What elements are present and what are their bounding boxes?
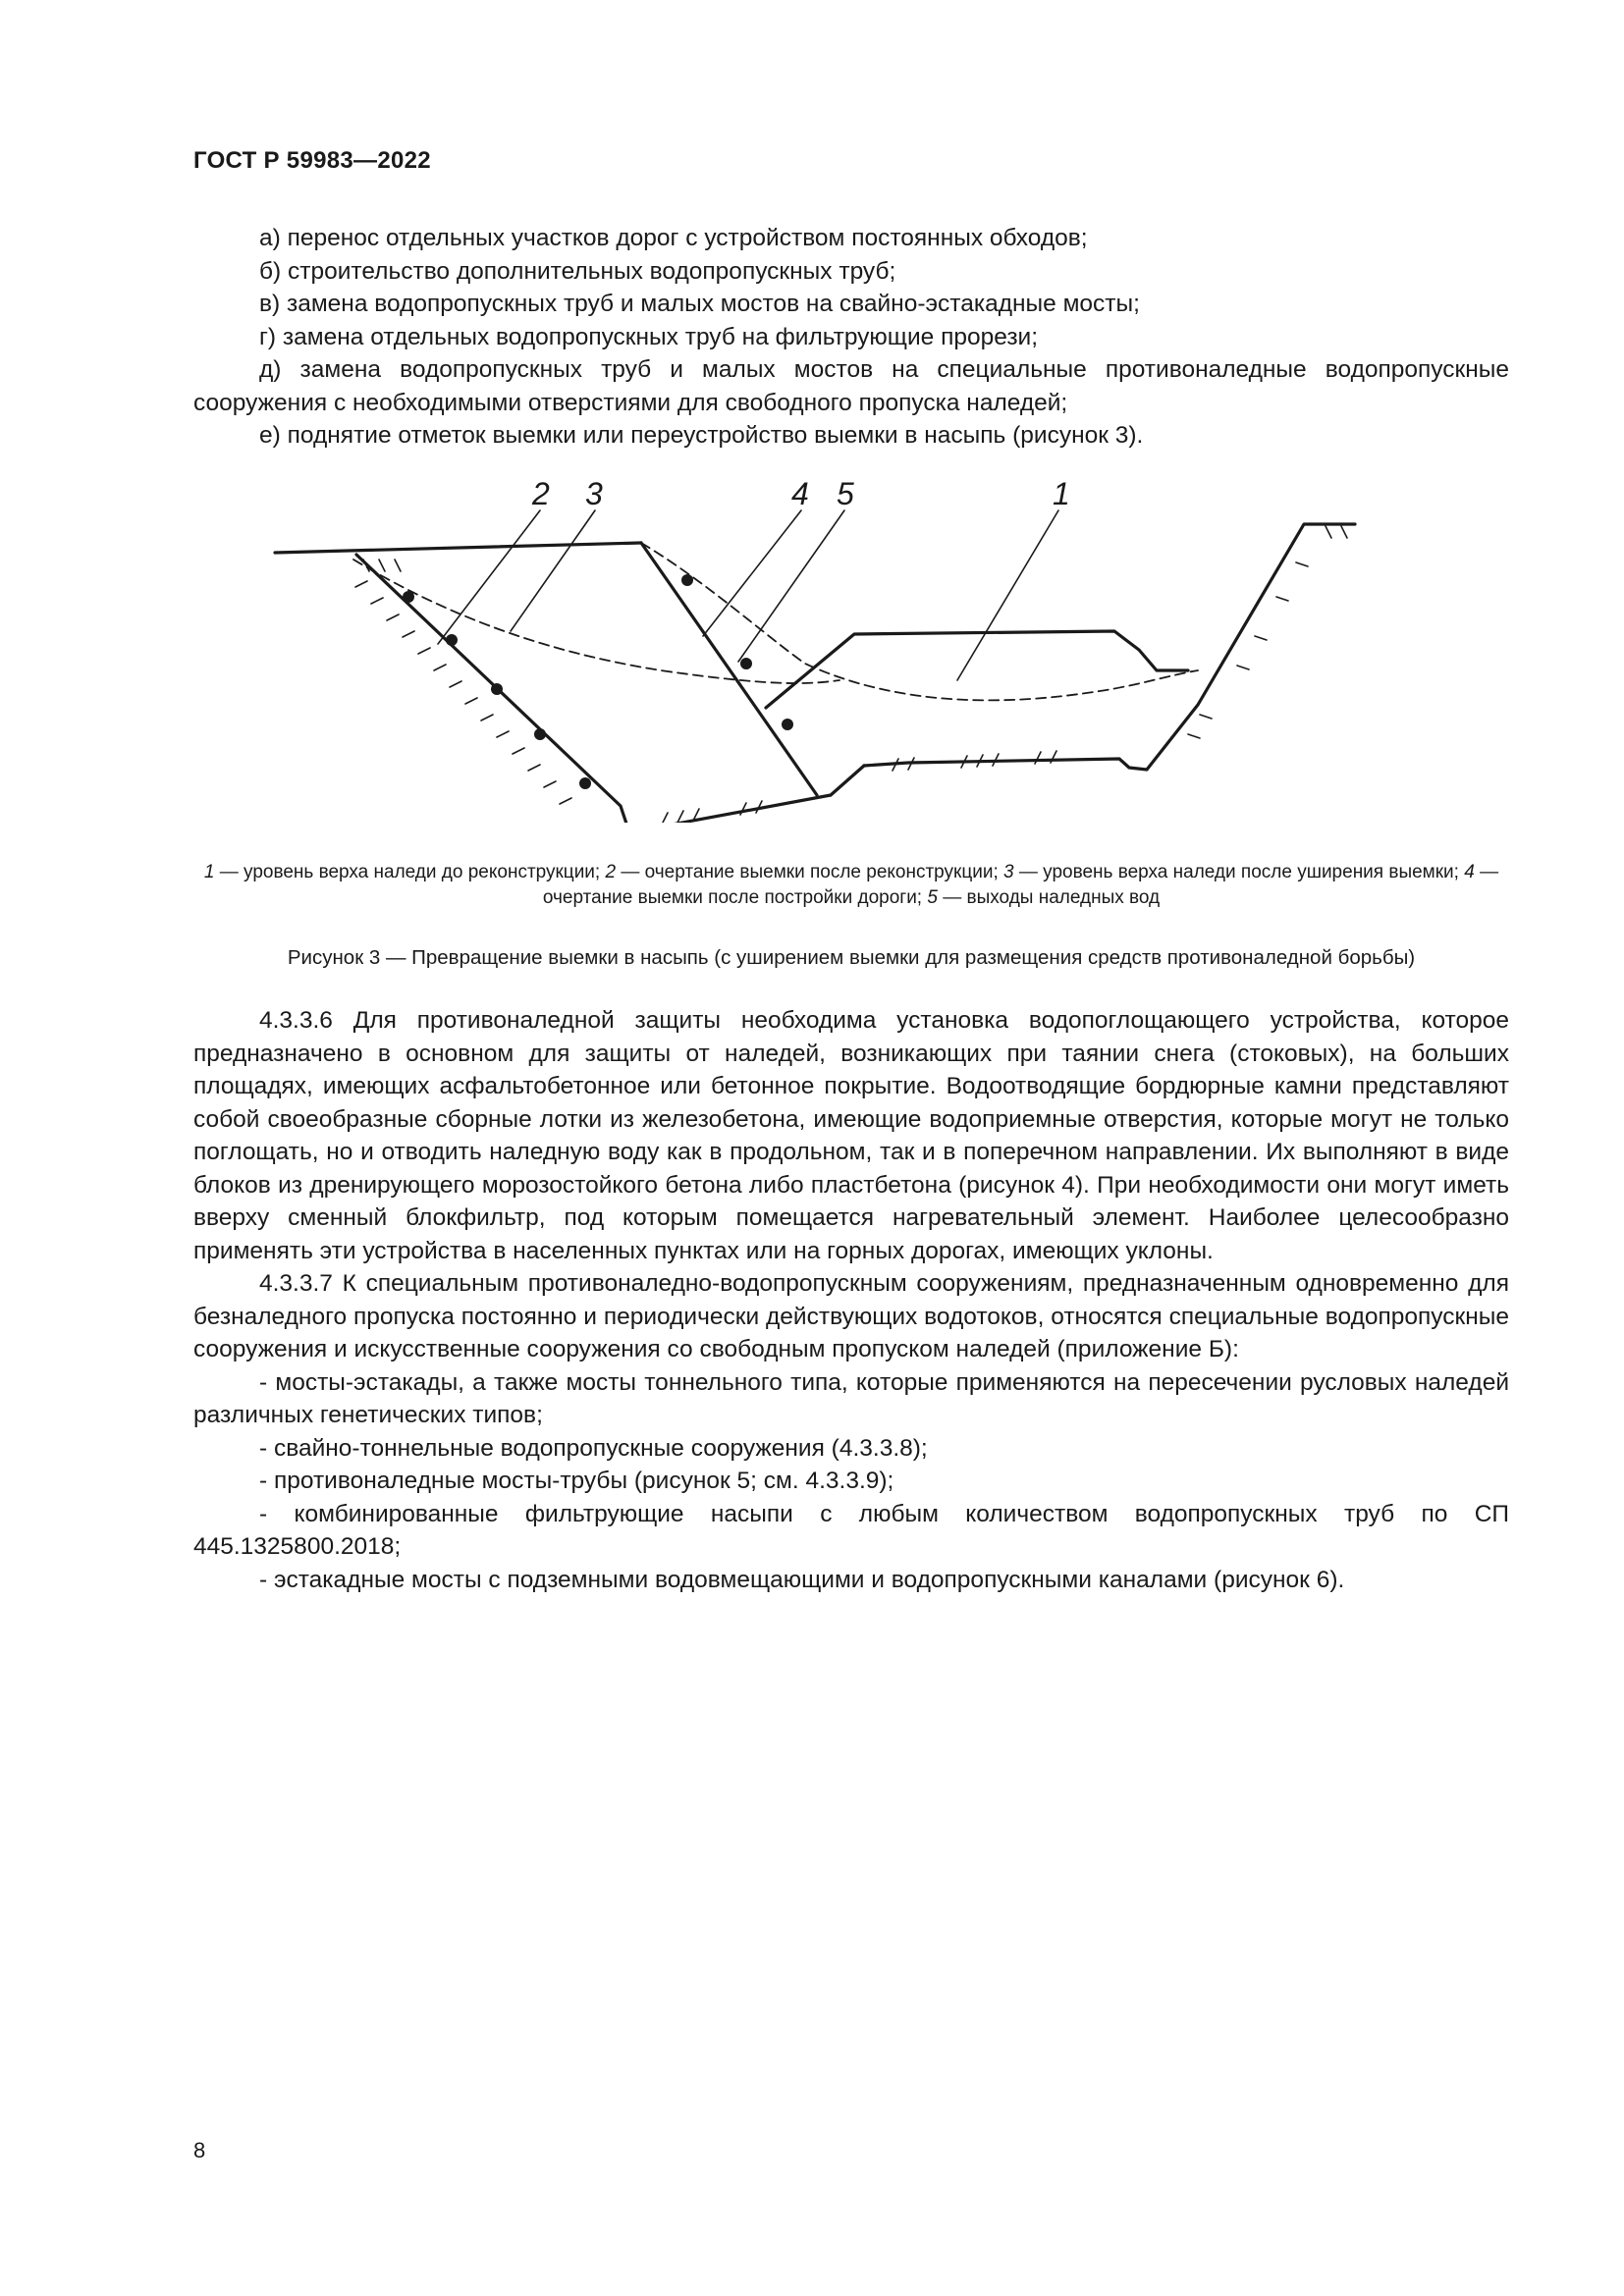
figure-label-5: 5 (837, 476, 854, 511)
figure-label-4: 4 (791, 476, 809, 511)
outlet-marker (579, 777, 591, 789)
legend-number: 2 (605, 862, 617, 882)
outlet-marker (403, 591, 414, 603)
outlet-marker (681, 574, 693, 586)
outlet-marker (446, 634, 458, 646)
legend-text: — уровень верха наледи после уширения выемки; (1013, 862, 1465, 882)
list-item: е) поднятие отметок выемки или переустройство выемки в насыпь (рисунок 3). (259, 422, 1144, 449)
list-item: а) перенос отдельных участков дорог с устройством постоянных обходов; (259, 225, 1088, 251)
figure-legend (193, 860, 1509, 911)
list-item: в) замена водопропускных труб и малых мостов на свайно-эстакадные мосты; (259, 291, 1140, 317)
legend-text: — выходы наледных вод (937, 887, 1161, 908)
legend-text: — очертание выемки после постройки дороги; (542, 862, 1499, 908)
outlet-marker (782, 719, 793, 730)
paragraph: - противоналедные мосты-трубы (рисунок 5; см. 4.3.3.9); (259, 1468, 894, 1494)
paragraph: - мосты-эстакады, а также мосты тоннельного типа, которые применяются на пересечении русловых наледей различных генетических типов; (193, 1368, 1509, 1428)
ice-level-lines (353, 543, 1198, 700)
paragraph: 4.3.3.7 К специальным противоналедно-водопропускным сооружениям, предназначенным одновременно для безналедного пропуска постоянно и периодически действующих водотоков, относятся специальные водопропускные сооружения и искусственные сооружения со свободным пропуском наледей (приложение Б): (193, 1270, 1509, 1362)
outlet-marker (740, 658, 752, 669)
page-number: 8 (193, 2138, 206, 2163)
outlet-marker (491, 683, 503, 695)
paragraph: - эстакадные мосты с подземными водовмещающими и водопропускными каналами (рисунок 6). (259, 1566, 1345, 1593)
paragraph: - комбинированные фильтрующие насыпи с любым количеством водопропускных труб по СП 445.1325800.2018; (193, 1500, 1509, 1560)
list-item: д) замена водопропускных труб и малых мостов на специальные противоналедные водопропускные сооружения с необходимыми отверстиями для свободного пропуска наледей; (193, 356, 1509, 416)
legend-number: 3 (1003, 862, 1014, 882)
outlet-marker (534, 728, 546, 740)
list-item: г) замена отдельных водопропускных труб на фильтрующие прорези; (259, 323, 1039, 350)
figure-caption: Рисунок 3 — Превращение выемки в насыпь (с уширением выемки для размещения средств противоналедной борьбы) (287, 946, 1416, 969)
legend-number: 1 (203, 862, 215, 882)
legend-number: 5 (927, 887, 938, 908)
measures-list (193, 222, 1509, 453)
paragraph: - свайно-тоннельные водопропускные сооружения (4.3.3.8); (259, 1434, 928, 1462)
legend-text: — очертание выемки после реконструкции; (616, 862, 1004, 882)
document-header: ГОСТ Р 59983—2022 (193, 147, 431, 174)
figure-3-diagram (255, 469, 1473, 823)
figure-label-3: 3 (585, 476, 603, 511)
list-item: б) строительство дополнительных водопропускных труб; (259, 257, 896, 285)
figure-label-2: 2 (532, 476, 550, 511)
label-leaders (438, 510, 1058, 680)
legend-text: — уровень верха наледи до реконструкции; (214, 862, 606, 882)
reconstructed-cut-outline (766, 524, 1355, 770)
paragraph: 4.3.3.6 Для противоналедной защиты необходима установка водопоглощающего устройства, которое предназначено в основном для защиты от наледей, возникающих при таянии снега (стоковых), на больших площадях, имеющих асфальтобетонное или бетонное покрытие. Водоотводящие бордюрные камни представляют собой своеобразные сборные лотки из железобетона, имеющие водоприемные отверстия, которые могут не только поглощать, но и отводить наледную воду как в продольном, так и в поперечном направлении. Их выполняют в виде блоков из дренирующего морозостойкого бетона либо пластбетона (рисунок 4). При необходимости они могут иметь вверху сменный блокфильтр, под которым помещается нагревательный элемент. Наиболее целесообразно применять эти устройства в населенных пунктах или на горных дорогах, имеющих уклоны. (193, 1007, 1509, 1264)
body-text (193, 1004, 1509, 1596)
figure-label-1: 1 (1053, 476, 1070, 511)
legend-number: 4 (1464, 862, 1475, 882)
